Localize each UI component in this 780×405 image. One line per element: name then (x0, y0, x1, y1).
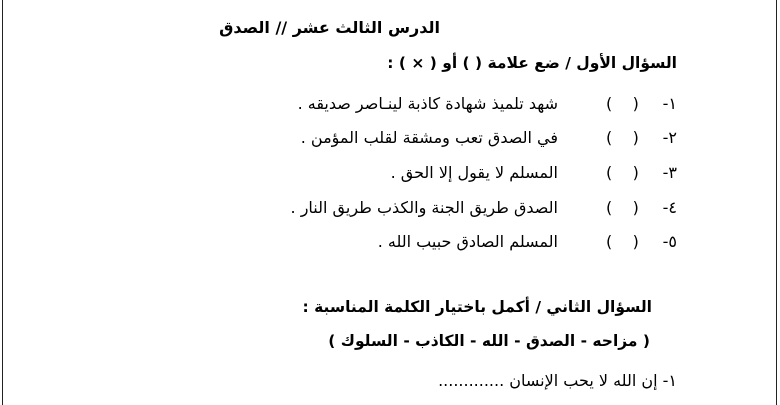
question2-heading: السؤال الثاني / أكمل باختيار الكلمة المناسبة : (302, 298, 652, 316)
item-number: ٣- (662, 163, 677, 182)
lesson-title: الدرس الثالث عشر // الصدق (219, 18, 440, 37)
answer-box[interactable]: ( ) (606, 94, 639, 113)
item-statement: في الصدق تعب ومشقة لقلب المؤمن . (300, 128, 558, 147)
item-statement: الصدق طريق الجنة والكذب طريق النار . (290, 198, 558, 217)
item-statement: المسلم الصادق حبيب الله . (377, 232, 558, 251)
item-number: ٤- (662, 198, 677, 217)
answer-box[interactable]: ( ) (606, 128, 639, 147)
word-bank: ( مزاحه - الصدق - الله - الكاذب - السلوك ) (328, 332, 650, 350)
item-number: ١- (662, 94, 677, 113)
item-number: ٥- (662, 232, 677, 251)
answer-box[interactable]: ( ) (606, 198, 639, 217)
item-statement: المسلم لا يقول إلا الحق . (390, 163, 558, 182)
page-right-border (776, 0, 777, 405)
answer-box[interactable]: ( ) (606, 163, 639, 182)
question1-heading: السؤال الأول / ضع علامة ( ) أو ( × ) : (387, 54, 677, 72)
page-left-border (2, 0, 3, 405)
answer-box[interactable]: ( ) (606, 232, 639, 251)
item-statement: شهد تلميذ شهادة كاذبة لينـاصر صديقه . (297, 94, 558, 113)
item-number: ٢- (662, 128, 677, 147)
question2-item: ١- إن الله لا يحب الإنسان ............. (438, 371, 677, 390)
